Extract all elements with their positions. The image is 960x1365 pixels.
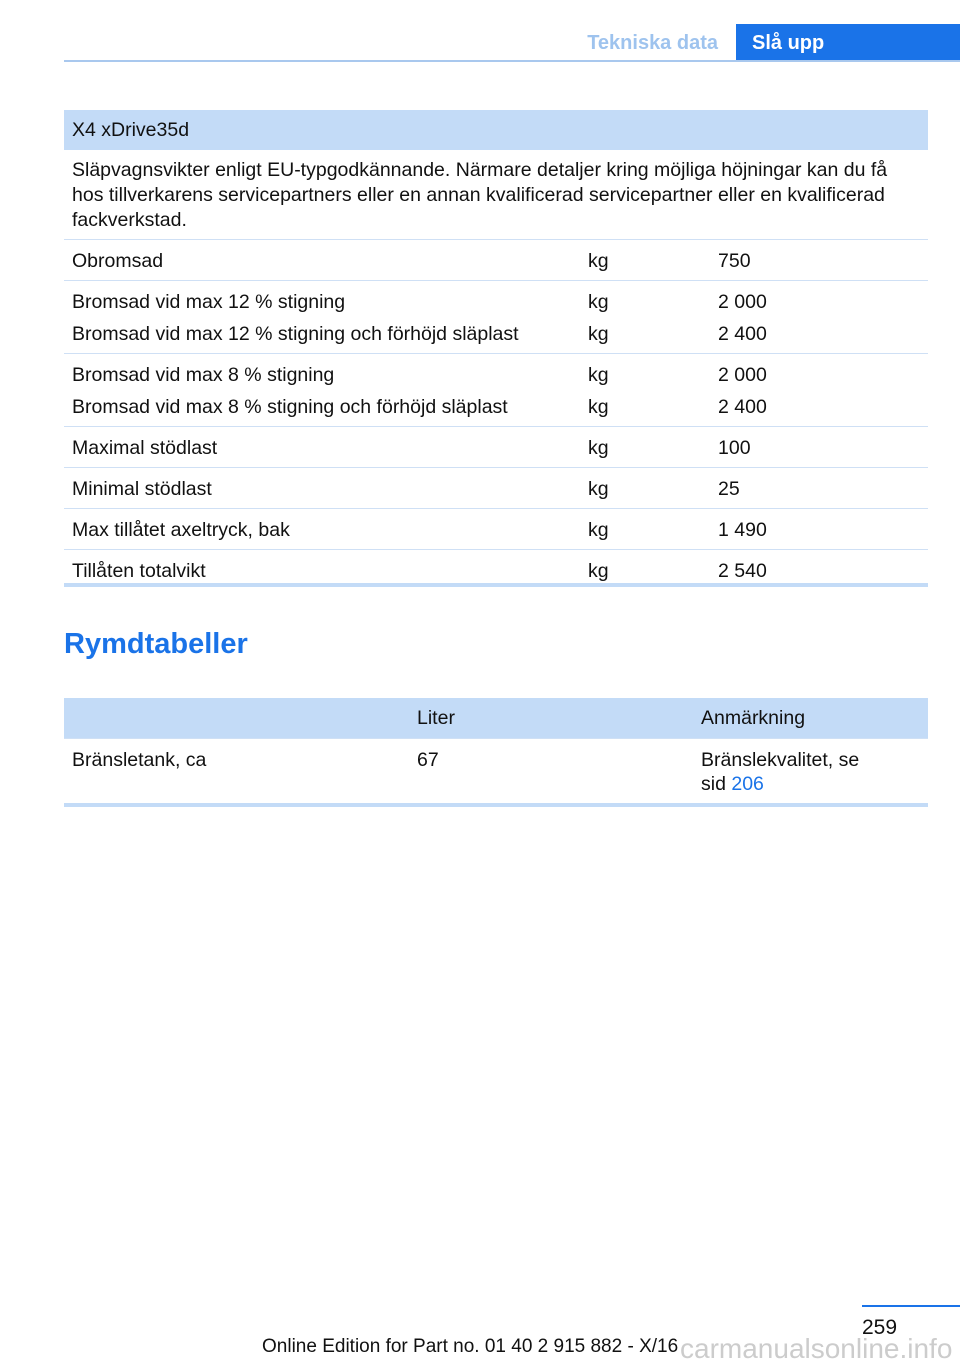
table-row: [64, 739, 928, 804]
row-unit: kg: [588, 291, 609, 313]
table-row: [64, 281, 928, 354]
row-unit: kg: [588, 396, 609, 418]
column-header: [64, 698, 409, 739]
row-unit: kg: [588, 364, 609, 386]
row-label: Bromsad vid max 12 % stigning: [72, 291, 346, 313]
capacity-table: [64, 698, 928, 803]
active-tab-sla-upp[interactable]: Slå upp: [736, 24, 960, 62]
header-rule: [64, 60, 960, 62]
row-label: Bromsad vid max 8 % stigning och förhöjd släplast: [72, 396, 508, 418]
table-row: [64, 427, 928, 468]
page-link-206[interactable]: 206: [731, 773, 764, 795]
row-unit: kg: [580, 550, 710, 591]
table-row: [64, 240, 928, 281]
column-header-liter: Liter: [409, 698, 693, 739]
row-value: 100: [710, 427, 928, 468]
row-value: 2 000: [718, 364, 767, 386]
row-label: Tillåten totalvikt: [64, 550, 580, 591]
note-prefix: sid: [701, 773, 732, 795]
trailer-weights-table: [64, 110, 928, 590]
table-bottom-rule: [64, 583, 928, 587]
table-description-row: [64, 150, 928, 240]
row-label: Bromsad vid max 8 % stigning: [72, 364, 335, 386]
table-row: [64, 354, 928, 427]
model-heading: X4 xDrive35d: [64, 110, 928, 150]
row-label: Max tillåtet axeltryck, bak: [64, 509, 580, 550]
row-label: Obromsad: [64, 240, 580, 281]
table-header-row: [64, 110, 928, 150]
row-value: 750: [710, 240, 928, 281]
row-label: Maximal stödlast: [64, 427, 580, 468]
footer-rule: [862, 1305, 960, 1307]
row-value: 2 400: [718, 396, 767, 418]
table-description: Släpvagnsvikter enligt EU-typgodkännande. Närmare detaljer kring möjliga höjningar kan du få hos tillverkarens servicepartners eller en annan kvalificerad servicepartner eller en kvalificerad fackverkstad.: [72, 159, 888, 231]
page-number: 259: [862, 1316, 898, 1339]
row-value: 1 490: [710, 509, 928, 550]
row-unit: kg: [588, 323, 609, 345]
column-header-anmarkning: Anmärkning: [693, 698, 928, 739]
row-label: Bromsad vid max 12 % stigning och förhöjd släplast: [72, 323, 519, 345]
row-unit: kg: [580, 240, 710, 281]
row-value: 2 000: [718, 291, 767, 313]
row-value: 25: [710, 468, 928, 509]
row-label: Bränsletank, ca: [64, 739, 409, 804]
table-bottom-rule: [64, 803, 928, 807]
row-unit: kg: [580, 427, 710, 468]
row-note: [693, 739, 928, 804]
row-value: 67: [409, 739, 693, 804]
edition-text: Online Edition for Part no. 01 40 2 915 882 - X/16: [262, 1336, 679, 1357]
section-title-rymdtabeller: Rymdtabeller: [64, 628, 248, 660]
row-unit: kg: [580, 509, 710, 550]
table-header-row: [64, 698, 928, 739]
table-row: [64, 468, 928, 509]
row-label: Minimal stödlast: [64, 468, 580, 509]
watermark-text: carmanualsonline.info: [680, 1333, 953, 1364]
row-value: 2 540: [710, 550, 928, 591]
section-tab-tekniska-data[interactable]: Tekniska data: [587, 31, 718, 54]
header-tabs: [564, 24, 960, 62]
note-text: Bränslekvalitet, se: [701, 749, 860, 771]
row-value: 2 400: [718, 323, 767, 345]
table-row: [64, 509, 928, 550]
row-unit: kg: [580, 468, 710, 509]
